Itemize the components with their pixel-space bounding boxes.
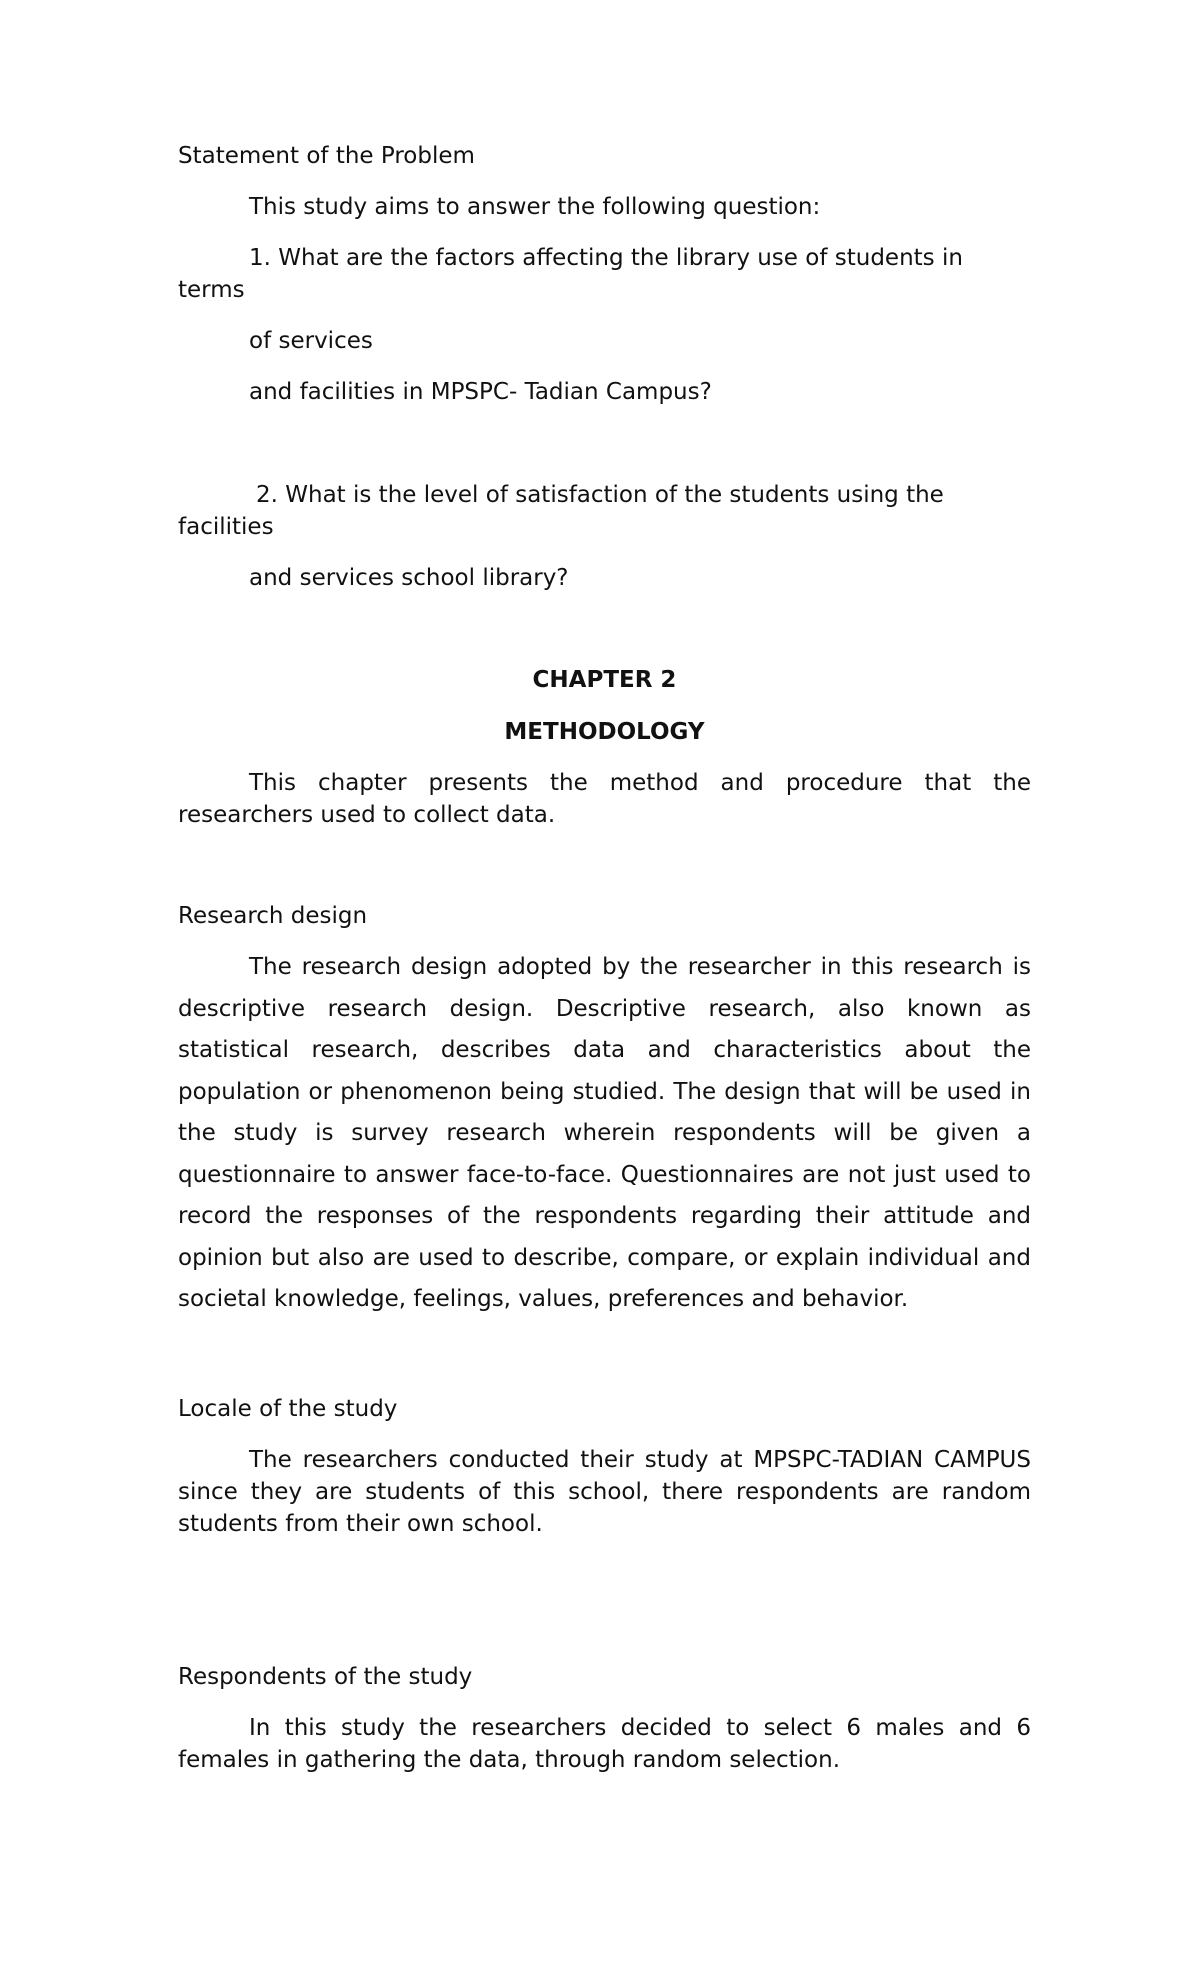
chapter-intro: This chapter presents the method and procedure that the researchers used to collect data. (178, 770, 1031, 828)
statement-heading: Statement of the Problem (178, 143, 475, 169)
question-1-line-3: of services (249, 328, 373, 354)
research-design-heading: Research design (178, 903, 368, 929)
chapter-title: METHODOLOGY (504, 719, 705, 745)
question-2-line-1: 2. What is the level of satisfaction of the students using the (256, 482, 944, 508)
question-1-line-4: and facilities in MPSPC- Tadian Campus? (249, 379, 712, 405)
locale-body: The researchers conducted their study at MPSPC-TADIAN CAMPUS since they are students of this school, there respondents are random students from their own school. (178, 1447, 1031, 1537)
respondents-body: In this study the researchers decided to select 6 males and 6 females in gathering the data, through random selection. (178, 1715, 1031, 1773)
question-2-line-2: facilities (178, 514, 274, 540)
question-1-line-2: terms (178, 277, 245, 303)
chapter-number: CHAPTER 2 (532, 667, 677, 693)
research-design-body: The research design adopted by the researcher in this research is descriptive research design. Descriptive research, also known as statistical research, describes data and characteristics about the population or phenomenon being studied. The design that will be used in the study is survey research wherein respondents will be given a questionnaire to answer face-to-face. Questionnaires are not just used to record the responses of the respondents regarding their attitude and opinion but also are used to describe, compare, or explain individual and societal knowledge, feelings, values, preferences and behavior. (178, 954, 1031, 1312)
question-1-line-1: 1. What are the factors affecting the library use of students in (249, 245, 963, 271)
respondents-heading: Respondents of the study (178, 1664, 473, 1690)
question-2-line-3: and services school library? (249, 565, 569, 591)
locale-heading: Locale of the study (178, 1396, 398, 1422)
statement-intro: This study aims to answer the following question: (249, 194, 821, 220)
